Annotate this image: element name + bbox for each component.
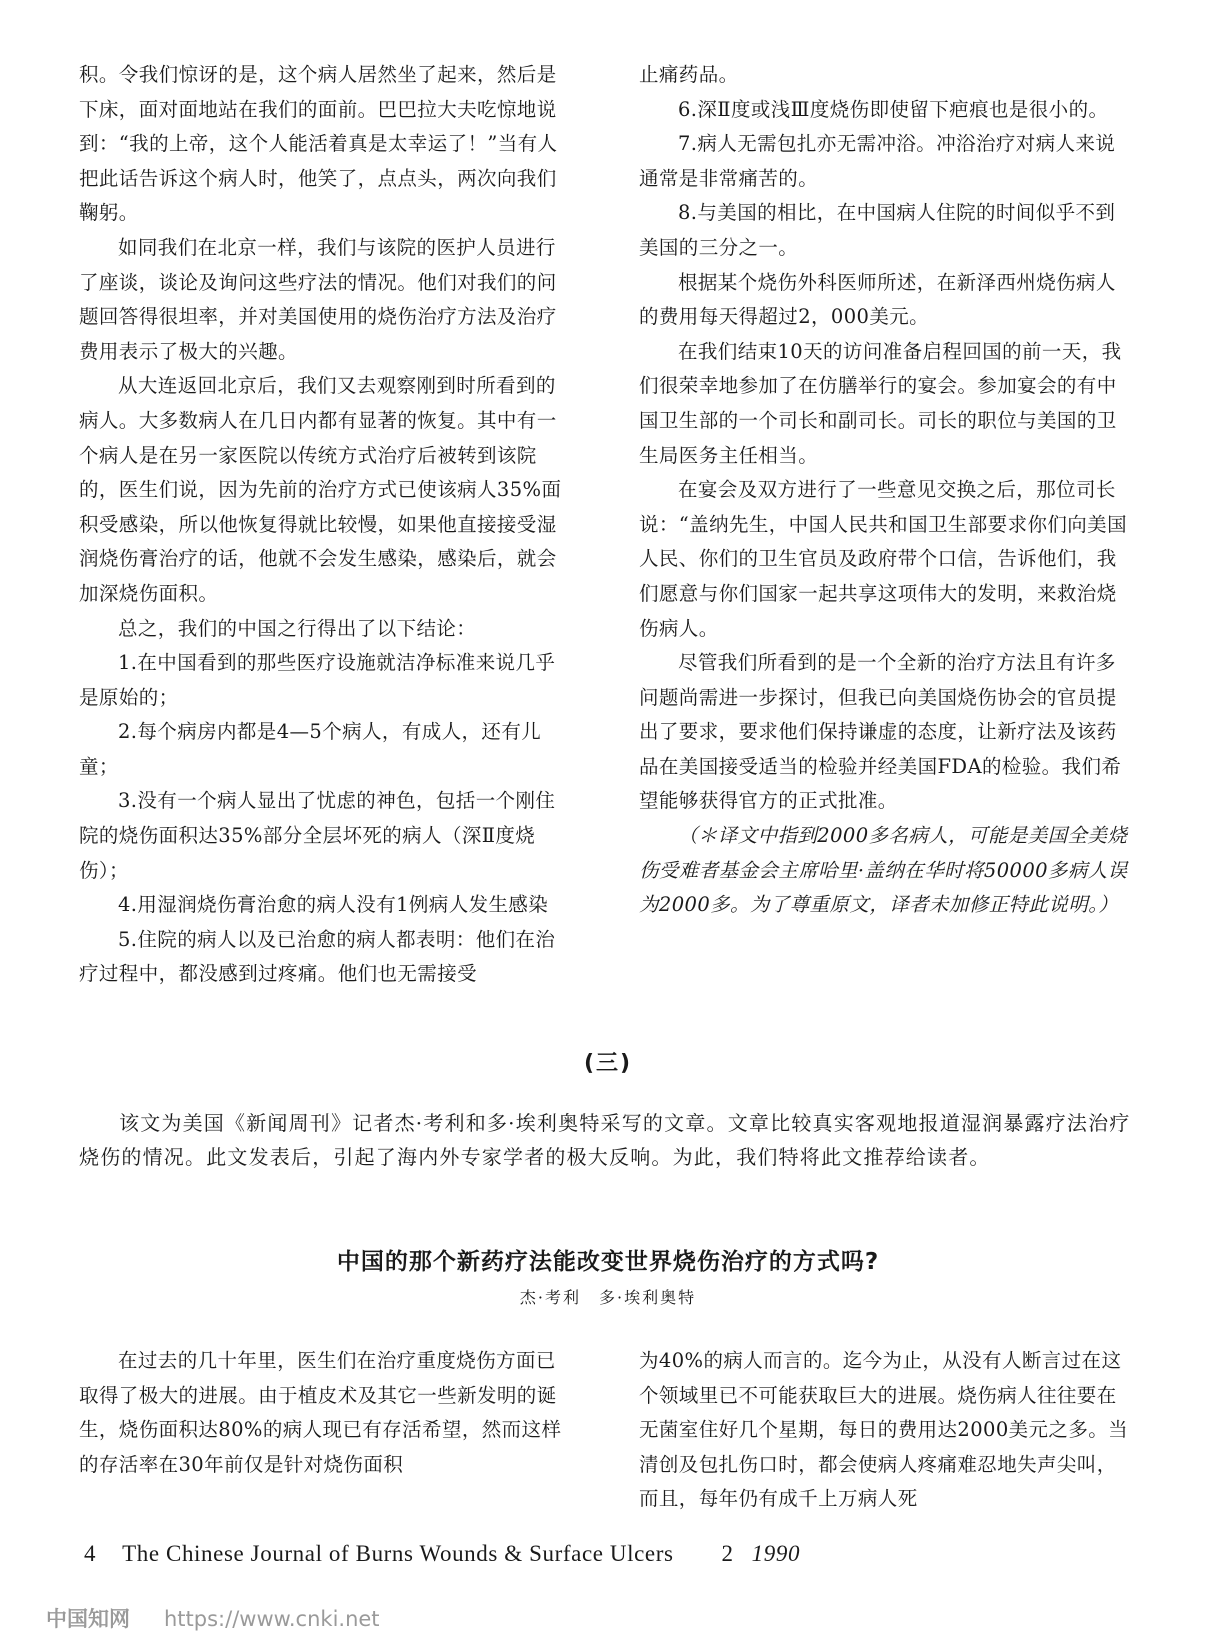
paragraph: 根据某个烧伤外科医师所述，在新泽西州烧伤病人的费用每天得超过2，000美元。 <box>639 270 1116 329</box>
watermark-brand: 中国知网 <box>46 1607 130 1631</box>
left-column-top <box>79 58 573 992</box>
page-footer <box>84 1541 800 1567</box>
list-item: 5.住院的病人以及已治愈的病人都表明：他们在治疗过程中，都没感到过疼痛。他们也无需接受 <box>79 927 556 986</box>
list-item: 1.在中国看到的那些医疗设施就洁净标准来说几乎是原始的； <box>79 651 556 709</box>
paragraph: 如同我们在北京一样，我们与该院的医护人员进行了座谈，谈论及询问这些疗法的情况。他们对我们的问题回答得很坦率，并对美国使用的烧伤治疗方法及治疗费用表示了极大的兴趣。 <box>79 235 557 363</box>
paragraph: 从大连返回北京后，我们又去观察刚到时所看到的病人。大多数病人在几日内都有显著的恢复。其中有一个病人是在另一家医院以传统方式治疗后被转到该院的，医生们说，因为先前的治疗方式已使该病人35%面积受感染，所以他恢复得就比较慢，如果他直接接受湿润烧伤膏治疗的话，他就不会发生感染，感染后，就会加深烧伤面积。 <box>79 374 562 605</box>
translator-note: （＊译文中指到2000多名病人，可能是美国全美烧伤受难者基金会主席哈里·盖纳在华时将50000多病人误为2000多。为了尊重原文，译者未加修正特此说明。） <box>639 824 1128 917</box>
paragraph: 在过去的几十年里，医生们在治疗重度烧伤方面已取得了极大的进展。由于植皮术及其它一些新发明的诞生，烧伤面积达80%的病人现已有存活希望，然而这样的存活率在30年前仅是针对烧伤面积 <box>79 1349 562 1476</box>
list-item: 4.用湿润烧伤膏治愈的病人没有1例病人发生感染 <box>118 893 549 917</box>
issue-year: 1990 <box>751 1541 801 1566</box>
list-item: 6.深Ⅱ度或浅Ⅲ度烧伤即使留下疤痕也是很小的。 <box>678 97 1109 121</box>
intro-paragraph: 该文为美国《新闻周刊》记者杰·考利和多·埃利奥特采写的文章。文章比较真实客观地报道湿润暴露疗法治疗烧伤的情况。此文发表后，引起了海内外专家学者的极大反响。为此，我们特将此文推荐给读者。 <box>79 1111 1131 1169</box>
list-item: 2.每个病房内都是4—5个病人，有成人，还有儿童； <box>79 720 542 778</box>
list-item: 8.与美国的相比，在中国病人住院的时间似乎不到美国的三分之一。 <box>639 201 1116 259</box>
byline: 杰·考利 多·埃利奥特 <box>519 1288 697 1307</box>
watermark-url: https://www.cnki.net <box>164 1607 380 1631</box>
paragraph: 尽管我们所看到的是一个全新的治疗方法且有许多问题尚需进一步探讨，但我已向美国烧伤协会的官员提出了要求，要求他们保持谦虚的态度，让新疗法及该药品在美国接受适当的检验并经美国FDA的检验。我们希望能够获得官方的正式批准。 <box>639 651 1122 813</box>
paragraph: 积。令我们惊讶的是，这个病人居然坐了起来，然后是下床，面对面地站在我们的面前。巴巴拉大夫吃惊地说到：“我的上帝，这个人能活着真是太幸运了！”当有人把此话告诉这个病人时，他笑了，点点头，两次向我们鞠躬。 <box>79 63 558 225</box>
article-title: 中国的那个新药疗法能改变世界烧伤治疗的方式吗? <box>336 1249 880 1275</box>
page-number: 4 <box>84 1541 97 1566</box>
journal-name: The Chinese Journal of Burns Wounds & Surface Ulcers <box>122 1541 674 1566</box>
list-item: 7.病人无需包扎亦无需冲浴。冲浴治疗对病人来说通常是非常痛苦的。 <box>639 132 1116 190</box>
article-left-column <box>79 1344 573 1482</box>
list-item: 3.没有一个病人显出了忧虑的神色，包括一个刚住院的烧伤面积达35%部分全层坏死的病人（深Ⅱ度烧伤）； <box>79 789 556 882</box>
section-marker: (三) <box>583 1051 633 1076</box>
article-right-column <box>639 1344 1133 1517</box>
right-column-top <box>639 58 1133 923</box>
editor-intro <box>79 1106 1135 1174</box>
paragraph: 止痛药品。 <box>639 63 739 86</box>
paragraph: 为40%的病人而言的。迄今为止，从没有人断言过在这个领域里已不可能获取巨大的进展。烧伤病人往往要在无菌室住好几个星期，每日的费用达2000美元之多。当清创及包扎伤口时，都会使病人疼痛难忍地失声尖叫，而且，每年仍有成千上万病人死 <box>639 1349 1129 1511</box>
paragraph: 在宴会及双方进行了一些意见交换之后，那位司长说：“盖纳先生，中国人民共和国卫生部要求你们向美国人民、你们的卫生官员及政府带个口信，告诉他们，我们愿意与你们国家一起共享这项伟大的发明，来救治烧伤病人。 <box>639 478 1127 640</box>
paragraph: 总之，我们的中国之行得出了以下结论： <box>118 616 477 640</box>
paragraph: 在我们结束10天的访问准备启程回国的前一天，我们很荣幸地参加了在仿膳举行的宴会。参加宴会的有中国卫生部的一个司长和副司长。司长的职位与美国的卫生局医务主任相当。 <box>639 339 1122 467</box>
cnki-watermark <box>46 1603 380 1633</box>
issue-number: 2 <box>721 1541 734 1566</box>
